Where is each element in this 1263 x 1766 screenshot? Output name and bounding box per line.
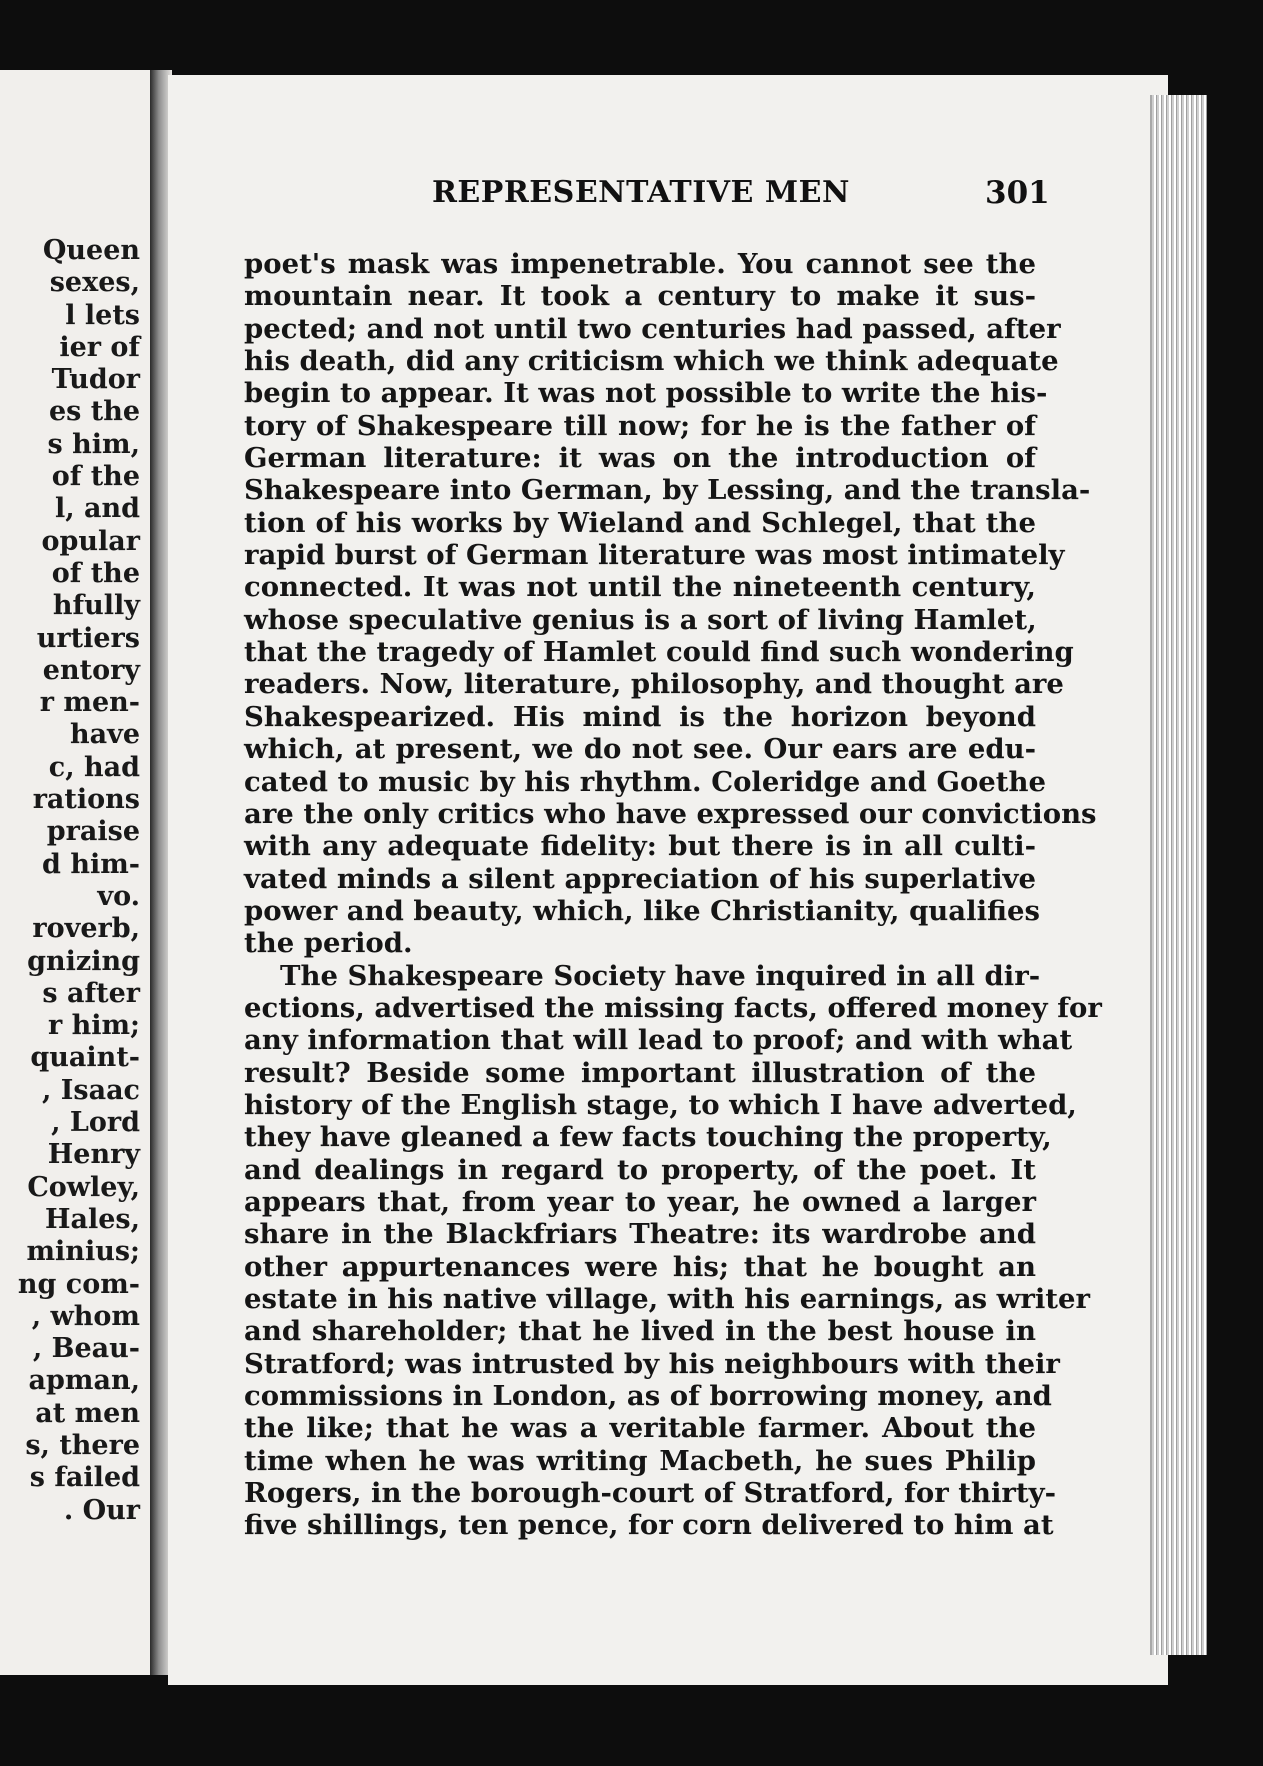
- text-line: other appurtenances were his; that he bought an: [244, 1250, 1036, 1283]
- left-page-line: Henry: [47, 1139, 140, 1171]
- text-line: vated minds a silent appreciation of his superlative: [244, 862, 1036, 895]
- text-line: which, at present, we do not see. Our ears are edu-: [244, 733, 1036, 766]
- text-line: Stratford; was intrusted by his neighbours with their: [244, 1347, 1060, 1380]
- text-line: his death, did any criticism which we think adequate: [244, 345, 1059, 378]
- left-page-line: , Isaac: [41, 1074, 140, 1106]
- left-page-line: praise: [46, 816, 140, 848]
- left-page-line: ier of: [59, 331, 140, 363]
- text-line: whose speculative genius is a sort of living Hamlet,: [244, 603, 1037, 636]
- text-line: mountain near. It took a century to make it sus-: [244, 280, 1036, 313]
- text-line: Shakespearized. His mind is the horizon beyond: [244, 700, 1036, 733]
- text-line: history of the English stage, to which I have adverted,: [244, 1088, 1077, 1121]
- running-head: REPRESENTATIVE MEN: [432, 175, 850, 210]
- left-page-line: s failed: [29, 1462, 140, 1494]
- text-line: German literature: it was on the introduction of: [244, 442, 1036, 475]
- left-page-line: entory: [42, 654, 140, 686]
- left-page-line: minius;: [26, 1236, 140, 1268]
- left-page-line: r men-: [39, 687, 140, 719]
- text-line: pected; and not until two centuries had passed, after: [244, 312, 1061, 345]
- text-line: Shakespeare into German, by Lessing, and the transla-: [244, 474, 1091, 507]
- left-page-line: roverb,: [32, 913, 140, 945]
- text-line: five shillings, ten pence, for corn delivered to him at: [244, 1509, 1054, 1542]
- left-page-line: l, and: [54, 493, 140, 525]
- left-page-line: opular: [41, 525, 140, 557]
- left-page-line: of the: [51, 557, 140, 589]
- left-page-line: urtiers: [36, 622, 140, 654]
- text-line: share in the Blackfriars Theatre: its wardrobe and: [244, 1218, 1036, 1251]
- text-line: power and beauty, which, like Christianity, qualifies: [244, 894, 1040, 927]
- text-line: begin to appear. It was not possible to write the his-: [244, 377, 1048, 410]
- left-page-line: rations: [32, 784, 140, 816]
- text-line: estate in his native village, with his earnings, as writer: [244, 1283, 1090, 1315]
- left-page-line: at men: [35, 1397, 140, 1429]
- left-page-line: ng com-: [17, 1268, 140, 1300]
- left-page-line: apman,: [28, 1365, 140, 1397]
- text-line: rapid burst of German literature was most intimately: [244, 539, 1065, 572]
- left-page-line: gnizing: [27, 945, 140, 977]
- text-line: readers. Now, literature, philosophy, and thought are: [244, 668, 1064, 701]
- left-page-line: s, there: [25, 1429, 140, 1461]
- text-line: poet's mask was impenetrable. You cannot see the: [244, 248, 1036, 280]
- page-number: 301: [985, 175, 1050, 211]
- left-page-line: r him;: [47, 1010, 140, 1042]
- left-page-line: Tudor: [51, 364, 140, 396]
- text-line: commissions in London, as of borrowing money, and: [244, 1380, 1052, 1413]
- text-line: any information that will lead to proof; and with what: [244, 1024, 1073, 1057]
- left-page-line: Queen: [42, 235, 140, 266]
- text-line: The Shakespeare Society have inquired in all dir-: [280, 959, 1041, 992]
- left-page-line: of the: [51, 461, 140, 493]
- left-page-line: sexes,: [49, 267, 140, 299]
- text-line: with any adequate fidelity: but there is in all culti-: [244, 830, 1036, 863]
- text-line: appears that, from year to year, he owned a larger: [244, 1185, 1036, 1218]
- left-page-line: have: [70, 719, 140, 751]
- text-line: tory of Shakespeare till now; for he is the father of: [244, 409, 1036, 442]
- left-page-line: es the: [48, 396, 140, 428]
- text-line: time when he was writing Macbeth, he sues Philip: [244, 1444, 1036, 1477]
- text-line: Rogers, in the borough-court of Stratford, for thirty-: [244, 1477, 1057, 1510]
- left-page-line: s after: [42, 977, 140, 1009]
- left-page: [0, 70, 155, 1675]
- left-page-line: l lets: [65, 299, 140, 331]
- left-page-line: d him-: [42, 848, 140, 880]
- text-line: and dealings in regard to property, of the poet. It: [244, 1153, 1036, 1186]
- text-line: they have gleaned a few facts touching the property,: [244, 1121, 1052, 1154]
- text-line: are the only critics who have expressed our convictions: [244, 797, 1097, 830]
- text-line: that the tragedy of Hamlet could find such wondering: [244, 636, 1074, 669]
- left-page-line: quaint-: [30, 1042, 140, 1074]
- text-line: tion of his works by Wieland and Schlegel, that the: [244, 506, 1036, 539]
- text-line: connected. It was not until the nineteenth century,: [244, 571, 1036, 604]
- left-page-text: [0, 235, 140, 1527]
- left-page-line: , Lord: [51, 1107, 140, 1139]
- left-page-line: c, had: [48, 751, 140, 783]
- left-page-line: . Our: [63, 1494, 140, 1526]
- left-page-line: , whom: [31, 1300, 140, 1332]
- left-page-line: hfully: [52, 590, 140, 622]
- left-page-line: Hales,: [44, 1203, 140, 1235]
- left-page-line: s him,: [47, 428, 140, 460]
- text-line: the period.: [244, 927, 413, 960]
- left-page-line: vo.: [97, 880, 140, 912]
- left-page-line: , Beau-: [32, 1333, 140, 1365]
- text-line: and shareholder; that he lived in the best house in: [244, 1315, 1036, 1348]
- body-text: [244, 248, 1102, 1542]
- left-page-line: Cowley,: [27, 1171, 140, 1203]
- text-line: ections, advertised the missing facts, offered money for: [244, 991, 1102, 1024]
- text-line: result? Beside some important illustration of the: [244, 1056, 1036, 1089]
- text-line: cated to music by his rhythm. Coleridge and Goethe: [244, 765, 1046, 798]
- page-edges: [1150, 95, 1207, 1655]
- text-line: the like; that he was a veritable farmer. About the: [244, 1412, 1036, 1445]
